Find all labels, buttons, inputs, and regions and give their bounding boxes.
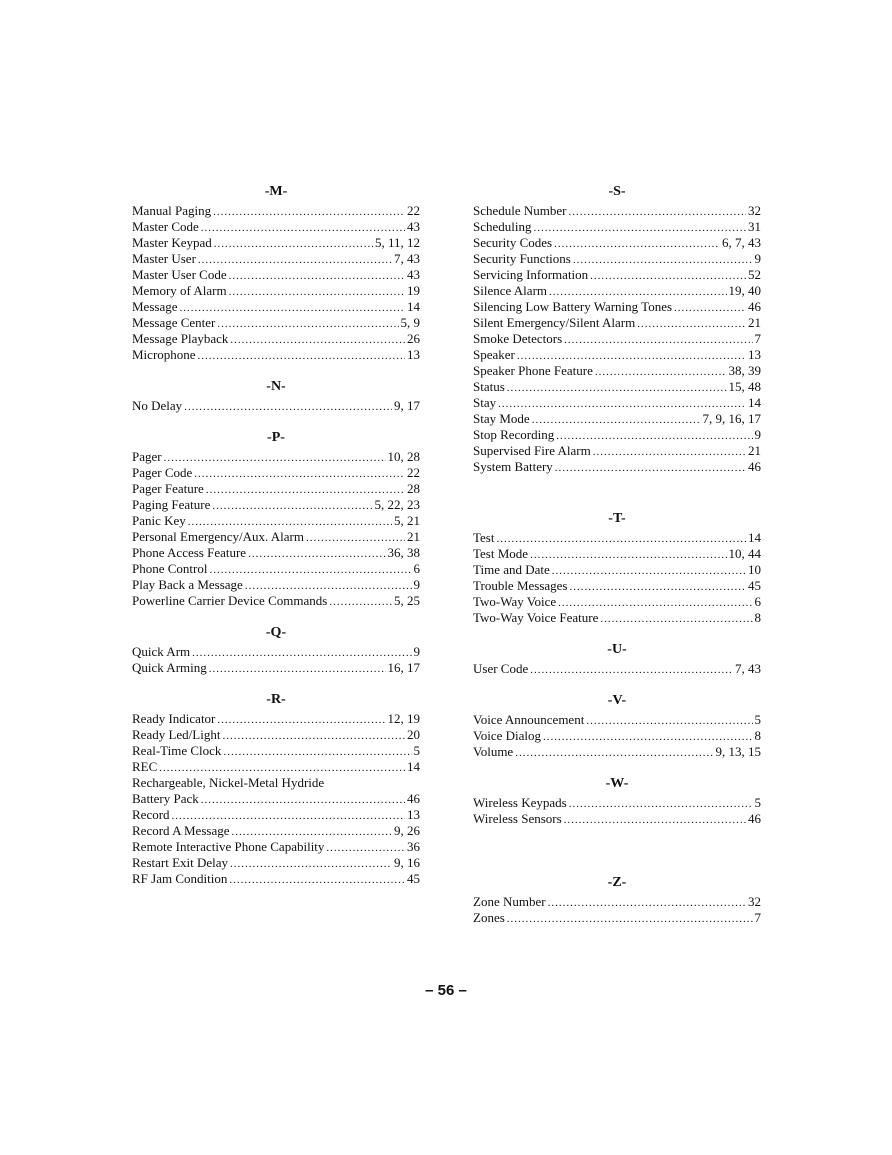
index-term: Play Back a Message <box>132 577 243 592</box>
index-entry <box>473 795 761 811</box>
index-term: Two-Way Voice Feature <box>473 610 599 625</box>
index-page-numbers: 31 <box>748 219 761 234</box>
index-entry <box>132 267 420 283</box>
dot-leader <box>248 546 385 562</box>
dot-leader <box>507 380 727 396</box>
index-page-numbers: 32 <box>748 894 761 909</box>
index-page-numbers: 21 <box>748 315 761 330</box>
dot-leader <box>194 466 405 482</box>
index-entry <box>473 562 761 578</box>
index-term: Pager Feature <box>132 481 204 496</box>
dot-leader <box>530 662 733 678</box>
index-entry <box>132 871 420 887</box>
dot-leader <box>569 796 753 812</box>
index-page-numbers: 9 <box>413 644 420 659</box>
index-entry <box>132 219 420 235</box>
index-term: Security Codes <box>473 235 553 250</box>
section-heading: -V- <box>607 693 627 708</box>
index-entry <box>473 910 761 926</box>
dot-leader <box>213 204 405 220</box>
dot-leader <box>552 563 746 579</box>
index-page-numbers: 7 <box>754 331 761 346</box>
index-entry <box>132 251 420 267</box>
index-entry <box>473 283 761 299</box>
index-section-z <box>473 873 761 926</box>
index-page-numbers: 9, 26 <box>394 823 420 838</box>
dot-leader <box>245 578 412 594</box>
index-page-numbers: 9, 17 <box>394 398 420 413</box>
index-term: User Code <box>473 661 529 676</box>
index-entry <box>132 513 420 529</box>
dot-leader <box>570 579 747 595</box>
dot-leader <box>198 348 405 364</box>
index-entry <box>132 481 420 497</box>
index-term: Record A Message <box>132 823 230 838</box>
index-section-r <box>132 690 420 887</box>
page-number: – 56 – <box>425 982 467 999</box>
index-page-numbers: 43 <box>407 267 420 282</box>
index-term: Speaker Phone Feature <box>473 363 593 378</box>
index-page-numbers: 13 <box>748 347 761 362</box>
index-term: Message <box>132 299 178 314</box>
index-term: Paging Feature <box>132 497 211 512</box>
index-term: Stay <box>473 395 497 410</box>
index-entry <box>132 711 420 727</box>
index-entry <box>132 593 420 609</box>
index-term: Pager Code <box>132 465 193 480</box>
index-page-numbers: 9 <box>754 427 761 442</box>
index-entry <box>132 727 420 743</box>
section-heading: -N- <box>266 379 286 394</box>
index-term: Pager <box>132 449 162 464</box>
section-heading: -P- <box>267 430 285 445</box>
index-page-numbers: 5, 25 <box>394 593 420 608</box>
index-page-numbers: 36 <box>407 839 420 854</box>
dot-leader <box>209 562 411 578</box>
index-entry <box>132 398 420 414</box>
index-page-numbers: 26 <box>407 331 420 346</box>
index-page-numbers: 19 <box>407 283 420 298</box>
index-page-numbers: 46 <box>748 459 761 474</box>
index-page-numbers: 45 <box>407 871 420 886</box>
dot-leader <box>217 316 398 332</box>
index-term: Silent Emergency/Silent Alarm <box>473 315 636 330</box>
index-term: Silencing Low Battery Warning Tones <box>473 299 673 314</box>
index-page-numbers: 45 <box>748 578 761 593</box>
index-page-numbers: 15, 48 <box>728 379 761 394</box>
index-page-numbers: 21 <box>407 529 420 544</box>
dot-leader <box>209 661 386 677</box>
dot-leader <box>231 824 392 840</box>
section-heading: -U- <box>607 642 627 657</box>
dot-leader <box>554 236 720 252</box>
index-entry <box>473 395 761 411</box>
index-entry <box>132 203 420 219</box>
index-entry <box>473 267 761 283</box>
index-page-numbers: 9, 16 <box>394 855 420 870</box>
index-section-w <box>473 774 761 827</box>
index-entry <box>473 811 761 827</box>
index-page-numbers: 10, 28 <box>387 449 420 464</box>
index-term: Microphone <box>132 347 196 362</box>
index-entry <box>132 855 420 871</box>
index-term: Security Functions <box>473 251 571 266</box>
index-page-numbers: 5, 9 <box>400 315 420 330</box>
dot-leader <box>507 911 753 927</box>
dot-leader <box>548 895 746 911</box>
dot-leader <box>586 713 752 729</box>
index-entry <box>132 529 420 545</box>
index-column-left <box>132 182 420 901</box>
index-term: Voice Dialog <box>473 728 541 743</box>
index-entry <box>132 759 420 775</box>
index-page-numbers: 5 <box>413 743 420 758</box>
index-term: Zone Number <box>473 894 546 909</box>
dot-leader <box>517 348 746 364</box>
index-term: Stop Recording <box>473 427 555 442</box>
index-entry <box>473 315 761 331</box>
dot-leader <box>198 252 392 268</box>
index-entry <box>473 728 761 744</box>
index-section-m <box>132 182 420 363</box>
index-term: Smoke Detectors <box>473 331 563 346</box>
index-page-numbers: 8 <box>754 728 761 743</box>
index-page-numbers: 13 <box>407 347 420 362</box>
index-entry <box>473 594 761 610</box>
index-term: RF Jam Condition <box>132 871 228 886</box>
index-term: Quick Arming <box>132 660 207 675</box>
index-entry <box>132 465 420 481</box>
dot-leader <box>590 268 746 284</box>
dot-leader <box>496 531 746 547</box>
dot-leader <box>184 399 392 415</box>
index-page-numbers: 43 <box>407 219 420 234</box>
index-page-numbers: 19, 40 <box>728 283 761 298</box>
index-page-numbers: 8 <box>754 610 761 625</box>
index-term: Test <box>473 530 495 545</box>
dot-leader <box>600 611 752 627</box>
index-entry <box>132 347 420 363</box>
index-entry <box>132 644 420 660</box>
index-page-numbers: 38, 39 <box>728 363 761 378</box>
section-heading: -S- <box>608 184 626 199</box>
index-term: Remote Interactive Phone Capability <box>132 839 325 854</box>
index-term: Wireless Sensors <box>473 811 562 826</box>
index-entry <box>132 315 420 331</box>
index-entry <box>132 497 420 513</box>
section-heading: -R- <box>266 692 286 707</box>
index-term: Master User <box>132 251 196 266</box>
index-section-n <box>132 377 420 414</box>
index-page-numbers: 46 <box>748 811 761 826</box>
dot-leader <box>637 316 746 332</box>
index-page-numbers: 5, 21 <box>394 513 420 528</box>
index-page-numbers: 5 <box>754 712 761 727</box>
index-page-numbers: 14 <box>407 759 420 774</box>
index-entry <box>473 363 761 379</box>
index-entry <box>132 807 420 823</box>
index-page-numbers: 7, 9, 16, 17 <box>702 411 761 426</box>
index-entry <box>132 775 420 791</box>
index-term: Personal Emergency/Aux. Alarm <box>132 529 304 544</box>
dot-leader <box>201 220 405 236</box>
index-entry <box>473 299 761 315</box>
dot-leader <box>164 450 386 466</box>
index-term: Master Code <box>132 219 199 234</box>
index-term: Zones <box>473 910 505 925</box>
index-entry <box>473 379 761 395</box>
index-entry <box>132 449 420 465</box>
index-page-numbers: 28 <box>407 481 420 496</box>
index-page-numbers: 5 <box>754 795 761 810</box>
index-page-numbers: 46 <box>748 299 761 314</box>
index-page-numbers: 6 <box>754 594 761 609</box>
dot-leader <box>549 284 726 300</box>
section-heading: -M- <box>264 184 288 199</box>
index-term: Message Center <box>132 315 216 330</box>
index-term: Ready Led/Light <box>132 727 221 742</box>
index-section-q <box>132 623 420 676</box>
index-page-numbers: 13 <box>407 807 420 822</box>
index-term: Message Playback <box>132 331 229 346</box>
index-entry <box>473 894 761 910</box>
index-page-numbers: 9, 13, 15 <box>715 744 761 759</box>
index-term: Powerline Carrier Device Commands <box>132 593 328 608</box>
index-page-numbers: 6 <box>413 561 420 576</box>
index-page-numbers: 9 <box>413 577 420 592</box>
index-entry <box>473 251 761 267</box>
dot-leader <box>515 745 713 761</box>
index-term: Time and Date <box>473 562 550 577</box>
dot-leader <box>230 856 392 872</box>
dot-leader <box>201 792 405 808</box>
section-heading: -W- <box>605 776 629 791</box>
dot-leader <box>230 332 405 348</box>
index-term: Master Keypad <box>132 235 212 250</box>
index-page-numbers: 6, 7, 43 <box>722 235 761 250</box>
index-entry <box>132 839 420 855</box>
dot-leader <box>593 444 746 460</box>
section-heading: -Q- <box>265 625 287 640</box>
index-term: Phone Control <box>132 561 208 576</box>
index-entry <box>473 661 761 677</box>
dot-leader <box>595 364 727 380</box>
dot-leader <box>534 220 747 236</box>
index-term: Supervised Fire Alarm <box>473 443 591 458</box>
index-term: Speaker <box>473 347 515 362</box>
index-page-numbers: 14 <box>748 395 761 410</box>
dot-leader <box>564 332 752 348</box>
dot-leader <box>172 808 405 824</box>
dot-leader <box>229 268 405 284</box>
dot-leader <box>569 204 746 220</box>
index-entry <box>132 743 420 759</box>
dot-leader <box>212 498 372 514</box>
dot-leader <box>532 412 701 428</box>
dot-leader <box>326 840 405 856</box>
index-term: Panic Key <box>132 513 186 528</box>
dot-leader <box>188 514 392 530</box>
index-entry <box>473 610 761 626</box>
dot-leader <box>543 729 753 745</box>
index-page-numbers: 7, 43 <box>394 251 420 266</box>
index-term: Record <box>132 807 170 822</box>
index-page-numbers: 10 <box>748 562 761 577</box>
index-page-numbers: 32 <box>748 203 761 218</box>
index-term: Quick Arm <box>132 644 191 659</box>
index-page-numbers: 7, 43 <box>735 661 761 676</box>
index-section-s <box>473 182 761 475</box>
index-entry <box>473 578 761 594</box>
index-page-numbers: 21 <box>748 443 761 458</box>
dot-leader <box>222 728 405 744</box>
index-column-right <box>473 182 761 940</box>
index-entry <box>132 660 420 676</box>
index-page-numbers: 46 <box>407 791 420 806</box>
index-term: Scheduling <box>473 219 532 234</box>
index-entry <box>132 545 420 561</box>
dot-leader <box>329 594 392 610</box>
index-section-u <box>473 640 761 677</box>
index-page-numbers: 52 <box>748 267 761 282</box>
index-term: Stay Mode <box>473 411 530 426</box>
index-term: Rechargeable, Nickel-Metal Hydride <box>132 775 325 790</box>
index-term: Phone Access Feature <box>132 545 247 560</box>
index-term: Wireless Keypads <box>473 795 567 810</box>
index-entry <box>473 331 761 347</box>
index-page-numbers: 14 <box>407 299 420 314</box>
section-heading: -Z- <box>607 875 627 890</box>
dot-leader <box>555 460 746 476</box>
index-entry <box>132 791 420 807</box>
index-entry <box>132 299 420 315</box>
dot-leader <box>206 482 405 498</box>
index-section-t <box>473 509 761 626</box>
index-term: Two-Way Voice <box>473 594 557 609</box>
index-term: Master User Code <box>132 267 227 282</box>
index-entry <box>473 546 761 562</box>
index-term: Voice Announcement <box>473 712 585 727</box>
index-entry <box>473 203 761 219</box>
dot-leader <box>217 712 385 728</box>
index-entry <box>132 823 420 839</box>
index-page-numbers: 22 <box>407 465 420 480</box>
index-entry <box>473 744 761 760</box>
index-term: REC <box>132 759 158 774</box>
index-term: Test Mode <box>473 546 529 561</box>
index-entry <box>473 530 761 546</box>
index-entry <box>473 427 761 443</box>
dot-leader <box>573 252 753 268</box>
dot-leader <box>558 595 752 611</box>
index-entry <box>473 443 761 459</box>
index-entry <box>132 577 420 593</box>
index-page-numbers: 16, 17 <box>387 660 420 675</box>
index-entry <box>473 347 761 363</box>
dot-leader <box>159 760 405 776</box>
index-term: Schedule Number <box>473 203 567 218</box>
index-page-numbers: 7 <box>754 910 761 925</box>
index-section-v <box>473 691 761 760</box>
index-entry <box>132 283 420 299</box>
index-page-numbers: 36, 38 <box>387 545 420 560</box>
index-term: Servicing Information <box>473 267 589 282</box>
index-term: Silence Alarm <box>473 283 548 298</box>
index-page-numbers: 12, 19 <box>387 711 420 726</box>
index-entry <box>473 219 761 235</box>
index-term: Battery Pack <box>132 791 199 806</box>
dot-leader <box>229 284 405 300</box>
index-entry <box>132 331 420 347</box>
index-entry <box>132 561 420 577</box>
index-page-numbers: 5, 11, 12 <box>374 235 420 250</box>
index-entry <box>132 235 420 251</box>
dot-leader <box>674 300 746 316</box>
dot-leader <box>556 428 752 444</box>
dot-leader <box>180 300 406 316</box>
index-section-p <box>132 428 420 609</box>
index-term: Trouble Messages <box>473 578 568 593</box>
index-page-numbers: 22 <box>407 203 420 218</box>
index-entry <box>473 235 761 251</box>
index-term: Real-Time Clock <box>132 743 222 758</box>
index-term: Volume <box>473 744 514 759</box>
index-term: Status <box>473 379 505 394</box>
dot-leader <box>192 645 411 661</box>
index-term: Ready Indicator <box>132 711 216 726</box>
dot-leader <box>498 396 746 412</box>
index-entry <box>473 459 761 475</box>
index-page-numbers: 20 <box>407 727 420 742</box>
index-entry <box>473 411 761 427</box>
index-term: Memory of Alarm <box>132 283 227 298</box>
index-entry <box>473 712 761 728</box>
dot-leader <box>223 744 411 760</box>
dot-leader <box>306 530 405 546</box>
index-page-numbers: 10, 44 <box>728 546 761 561</box>
index-page-numbers: 5, 22, 23 <box>374 497 420 512</box>
dot-leader <box>214 236 373 252</box>
dot-leader <box>530 547 726 563</box>
index-term: Manual Paging <box>132 203 212 218</box>
dot-leader <box>229 872 405 888</box>
index-page-numbers: 14 <box>748 530 761 545</box>
dot-leader <box>564 812 746 828</box>
section-heading: -T- <box>608 511 626 526</box>
index-term: Restart Exit Delay <box>132 855 229 870</box>
index-page-numbers: 9 <box>754 251 761 266</box>
index-term: No Delay <box>132 398 183 413</box>
index-term: System Battery <box>473 459 553 474</box>
